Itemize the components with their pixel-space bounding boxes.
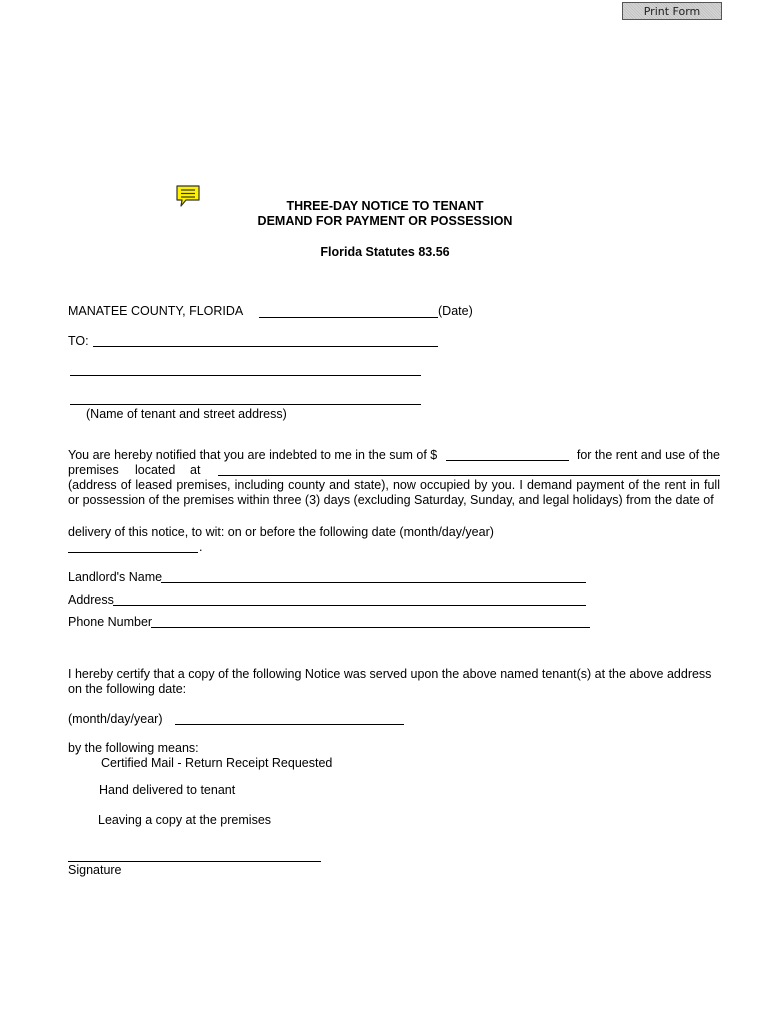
- notice-line3: (address of leased premises, including county and state), now occupied by you. I demand payment of the rent in full: [68, 478, 720, 492]
- date-field[interactable]: [259, 317, 438, 318]
- signature-field[interactable]: [68, 861, 321, 862]
- to-label: TO:: [68, 334, 89, 348]
- rent-amount-field[interactable]: [446, 460, 569, 461]
- date-label: (Date): [438, 304, 473, 318]
- form-title: THREE-DAY NOTICE TO TENANT: [286, 199, 484, 213]
- served-date-field[interactable]: [175, 724, 404, 725]
- statute-reference: Florida Statutes 83.56: [320, 245, 450, 259]
- at-word: at: [190, 463, 201, 477]
- premises-word: premises: [68, 463, 119, 477]
- phone-field[interactable]: [151, 627, 590, 628]
- tenant-address-field-2[interactable]: [70, 404, 421, 405]
- tenant-address-field-1[interactable]: [70, 375, 421, 376]
- tenant-name-field[interactable]: [93, 346, 438, 347]
- landlord-name-field[interactable]: [161, 582, 586, 583]
- means-label: by the following means:: [68, 741, 199, 755]
- signature-label: Signature: [68, 863, 122, 877]
- address-label: Address: [68, 593, 114, 607]
- premises-address-field[interactable]: [218, 475, 720, 476]
- certify-line2: on the following date:: [68, 682, 187, 696]
- print-form-button[interactable]: Print Form: [622, 2, 722, 20]
- phone-label: Phone Number: [68, 615, 153, 629]
- notice-line1-end: for the rent and use of the: [576, 448, 720, 462]
- located-word: located: [135, 463, 176, 477]
- landlord-name-label: Landlord's Name: [68, 570, 163, 584]
- notice-line5: delivery of this notice, to wit: on or before the following date (month/day/year): [68, 525, 494, 539]
- county-label: MANATEE COUNTY, FLORIDA: [68, 304, 244, 318]
- notice-line4: or possession of the premises within three (3) days (excluding Saturday, Sunday, and legal holidays) from the date of: [68, 493, 714, 507]
- means-hand-delivered[interactable]: Hand delivered to tenant: [99, 783, 236, 797]
- means-left-at-premises[interactable]: Leaving a copy at the premises: [98, 813, 272, 827]
- served-date-label: (month/day/year): [68, 712, 163, 726]
- period: .: [199, 540, 203, 554]
- landlord-address-field[interactable]: [113, 605, 586, 606]
- deadline-date-field[interactable]: [68, 552, 198, 553]
- certify-line1: I hereby certify that a copy of the following Notice was served upon the above named tenant(s) at the above address: [68, 667, 712, 681]
- notice-line1-start: You are hereby notified that you are indebted to me in the sum of $: [68, 448, 438, 462]
- form-subtitle: DEMAND FOR PAYMENT OR POSSESSION: [257, 214, 513, 228]
- means-certified-mail[interactable]: Certified Mail - Return Receipt Requested: [101, 756, 333, 770]
- tenant-caption: (Name of tenant and street address): [86, 407, 287, 421]
